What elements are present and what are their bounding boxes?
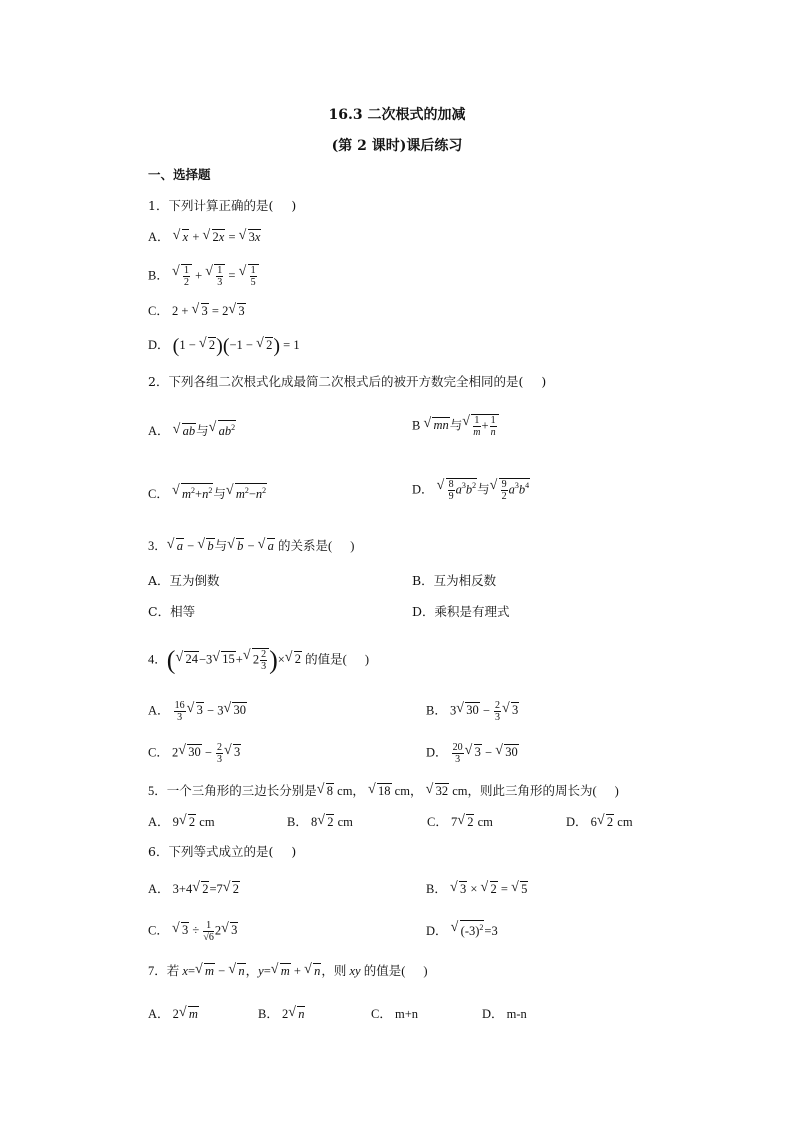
question-2-stem: 2．下列各组二次根式化成最简二次根式后的被开方数完全相同的是( ) [148, 374, 547, 389]
q5-option-a: A． 9√ 2 cm [148, 813, 215, 831]
q5-option-c: C． 7√ 2 cm [427, 813, 493, 831]
q6-option-a: A． 3+4√ 2=7√ 2 [148, 880, 240, 898]
q2-option-a: A． √ ab与√ $ab^2$ [148, 420, 236, 440]
q3-option-c: C．相等 [148, 604, 196, 619]
q1-option-a: A． √ x + √ 2x = √ 3x [148, 228, 261, 246]
q2-option-b: B √ mn与 √ $\frac{1}{m}$ + $\frac{1}{n}$ [412, 414, 499, 438]
q4-option-b: B． 3√ 30 − $\frac{2}{3}$ √ 3 [426, 700, 519, 723]
q1-option-c: C． 2 + √ 3 = 2√ 3 [148, 302, 246, 320]
q1-option-b: B． √ $\frac{1}{2}$ + √ $\frac{1}{3}$ = √ $\frac{1}{5}$ [148, 264, 259, 288]
q6-option-b: B． √ 3 × √ 2 = √ 5 [426, 880, 528, 898]
question-4-stem: 4．(√ 24−3√ 15+√ 2 $\frac{2}{3}$ )×√ 2 的值是( ) [148, 648, 369, 672]
q7-option-a: A． 2√ m [148, 1005, 199, 1023]
q7-option-b: B． 2√ n [258, 1005, 305, 1023]
q1-option-d: D． (1 − √ 2)(−1 − √ 2) = 1 [148, 336, 300, 355]
q4-option-a: A． $\frac{16}{3}$ √ 3 − 3√ 30 [148, 700, 247, 723]
q7-option-d: D． m-n [482, 1007, 527, 1021]
q5-option-b: B． 8√ 2 cm [287, 813, 353, 831]
page-title: 16.3 二次根式的加减 [328, 107, 466, 123]
q3-option-b: B．互为相反数 [412, 573, 497, 588]
question-3-stem: 3．√ a − √ b与√ b − √ a 的关系是( ) [148, 537, 354, 555]
q6-option-d: D． √ $(-3)^2=3$ [426, 920, 498, 940]
question-6-stem: 6．下列等式成立的是( ) [148, 844, 297, 859]
q4-option-d: D． $\frac{20}{3}$ √ 3 − √ 30 [426, 742, 519, 765]
q2-option-d: D． √ $\frac{8}{9}$ $a^3b^2$与 √ $\frac{9}{2}$ $a^3b^4$ [412, 478, 530, 502]
q6-option-c: C． √ 3 ÷ $\frac{1}{√6}$ 2√ 3 [148, 920, 238, 943]
q7-option-c: C． m+n [371, 1007, 418, 1021]
q2-option-c: C． √ $m^2+n^2$与√ $m^2-n^2$ [148, 483, 267, 503]
q3-option-d: D．乘积是有理式 [412, 604, 510, 619]
q3-option-a: A．互为倒数 [148, 573, 220, 588]
section-heading: 一、选择题 [148, 167, 211, 182]
question-7-stem: 7．若 x=√ m − √ n，y=√ m + √ n，则 xy 的值是( ) [148, 962, 428, 980]
q5-option-d: D． 6√ 2 cm [566, 813, 633, 831]
page-subtitle: (第 2 课时)课后练习 [331, 138, 463, 154]
question-5-stem: 5．一个三角形的三边长分别是√ 8 cm， √ 18 cm， √ 32 cm，则此三角形的周长为( ) [148, 782, 619, 800]
q4-option-c: C． 2√ 30 − $\frac{2}{3}$ √ 3 [148, 742, 241, 765]
question-1-stem: 1．下列计算正确的是( ) [148, 198, 297, 213]
